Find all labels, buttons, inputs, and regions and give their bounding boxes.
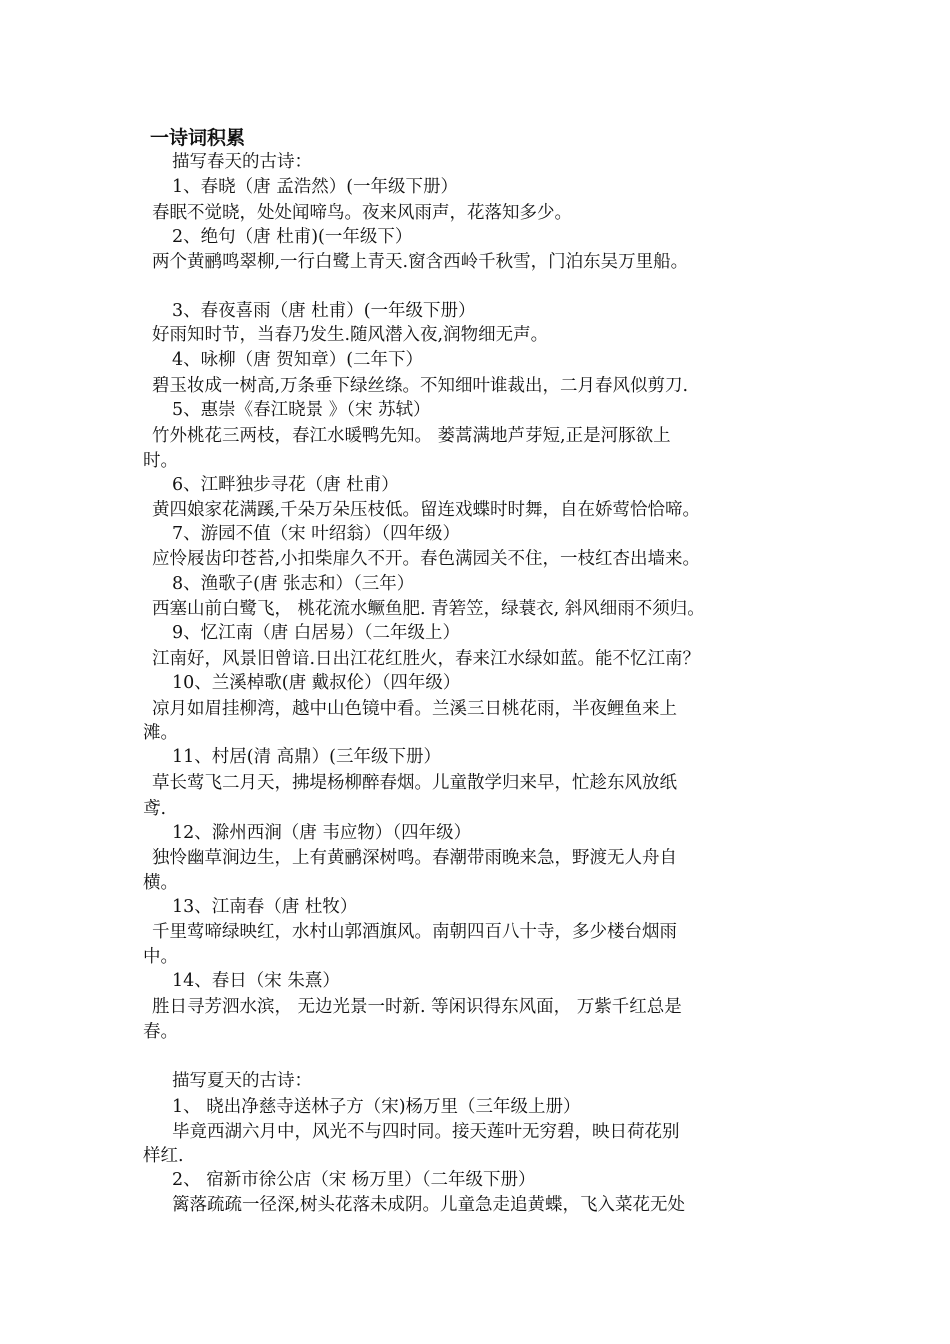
poem-title: 9、忆江南（唐 白居易）（二年级上） [172,623,460,643]
poem-title: 1、春晓（唐 孟浩然）(一年级下册） [172,177,459,197]
poem-verse: 草长莺飞二月天，拂堤杨柳醉春烟。儿童散学归来早，忙趁东风放纸 [152,773,677,793]
poem-verse: 毕竟西湖六月中，风光不与四时同。接天莲叶无穷碧，映日荷花别 [172,1122,680,1142]
poem-title: 11、村居(清 高鼎）(三年级下册） [172,747,441,767]
poem-verse: 西塞山前白鹭飞， 桃花流水鳜鱼肥. 青箬笠，绿蓑衣, 斜风细雨不须归。 [152,599,705,619]
poem-verse-continued: 时。 [143,451,178,471]
poem-verse: 千里莺啼绿映红，水村山郭酒旗风。南朝四百八十寺，多少楼台烟雨 [152,922,677,942]
poem-title: 12、滁州西涧（唐 韦应物）（四年级） [172,823,472,843]
poem-verse-continued: 春。 [143,1022,178,1042]
poem-title: 4、咏柳（唐 贺知章）(二年下） [172,350,424,370]
poem-verse-continued: 滩。 [143,723,178,743]
document-heading: 一诗词积累 [150,127,246,149]
poem-verse: 碧玉妆成一树高,万条垂下绿丝绦。不知细叶谁裁出，二月春风似剪刀. [152,376,689,396]
poem-verse: 篱落疏疏一径深,树头花落未成阴。儿童急走追黄蝶，飞入菜花无处 [172,1195,686,1215]
poem-title: 5、惠崇《春江晓景 》（宋 苏轼） [172,400,431,420]
poem-verse: 凉月如眉挂柳湾，越中山色镜中看。兰溪三日桃花雨，半夜鲤鱼来上 [152,699,677,719]
poem-verse: 胜日寻芳泗水滨， 无边光景一时新. 等闲识得东风面， 万紫千红总是 [152,997,682,1017]
poem-title: 3、春夜喜雨（唐 杜甫）(一年级下册） [172,301,476,321]
poem-title: 13、江南春（唐 杜牧） [172,897,358,917]
poem-verse: 应怜屐齿印苍苔,小扣柴扉久不开。春色满园关不住，一枝红杏出墙来。 [152,549,701,569]
poem-verse: 好雨知时节，当春乃发生.随风潜入夜,润物细无声。 [152,325,549,345]
poem-verse: 江南好，风景旧曾谙.日出江花红胜火，春来江水绿如蓝。能不忆江南？ [152,649,701,669]
poem-title: 6、江畔独步寻花（唐 杜甫） [172,475,399,495]
poem-title: 8、渔歌子(唐 张志和）（三年） [172,574,415,594]
poem-verse: 独怜幽草涧边生，上有黄鹂深树鸣。春潮带雨晚来急，野渡无人舟自 [152,848,677,868]
poem-title: 14、春日（宋 朱熹） [172,971,340,991]
poem-title: 1、 晓出净慈寺送林子方（宋)杨万里（三年级上册） [172,1097,581,1117]
poem-title: 7、游园不值（宋 叶绍翁）（四年级） [172,524,460,544]
spring-section-title: 描写春天的古诗： [172,152,312,172]
poem-verse-continued: 中。 [143,947,178,967]
poem-title: 2、绝句（唐 杜甫)(一年级下） [172,227,413,247]
poem-verse: 两个黄鹂鸣翠柳,一行白鹭上青天.窗含西岭千秋雪，门泊东吴万里船。 [152,252,689,272]
poem-verse: 黄四娘家花满蹊,千朵万朵压枝低。留连戏蝶时时舞，自在娇莺恰恰啼。 [152,500,701,520]
poem-verse-continued: 横。 [143,873,178,893]
summer-section-title: 描写夏天的古诗： [172,1071,312,1091]
poem-verse-continued: 鸢. [143,799,167,819]
poem-title: 2、 宿新市徐公店（宋 杨万里）（二年级下册） [172,1170,536,1190]
poem-verse: 春眠不觉晓，处处闻啼鸟。夜来风雨声，花落知多少。 [152,203,572,223]
poem-verse: 竹外桃花三两枝，春江水暖鸭先知。 蒌蒿满地芦芽短,正是河豚欲上 [152,426,671,446]
poem-title: 10、兰溪棹歌(唐 戴叔伦）（四年级） [172,673,461,693]
poem-verse-continued: 样红. [143,1146,184,1166]
